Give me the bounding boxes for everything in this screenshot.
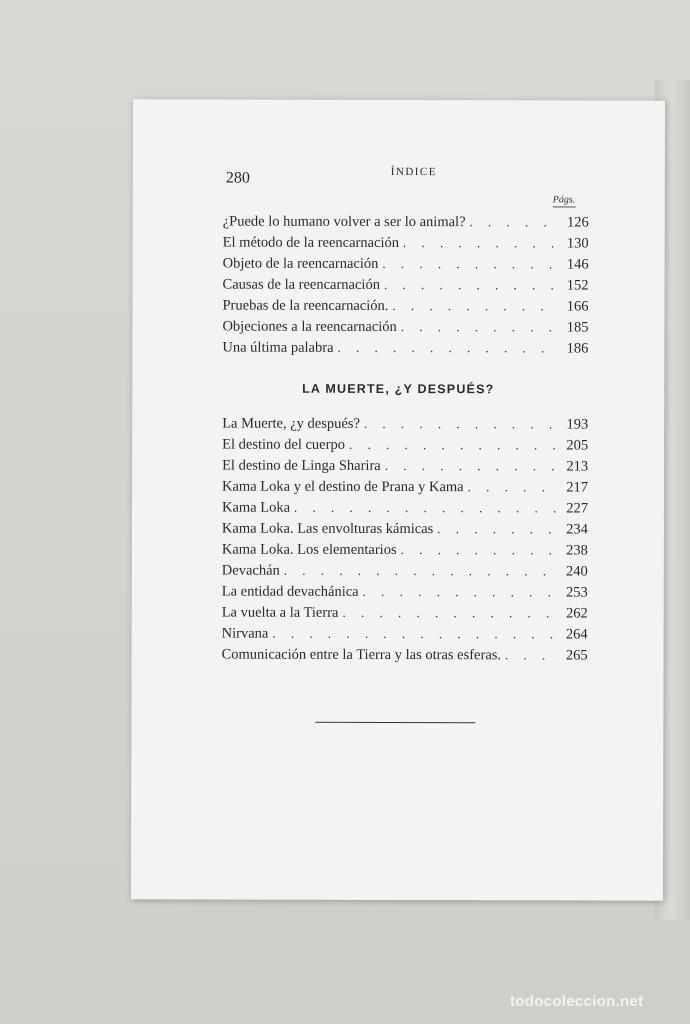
toc-entry (222, 542, 588, 564)
toc-entry-page: 185 (566, 319, 589, 336)
toc-entry (223, 214, 589, 236)
toc-list (222, 214, 588, 362)
toc-entry (222, 479, 588, 501)
dot-leader (294, 500, 556, 517)
toc-entry-title: Una última palabra (222, 339, 334, 356)
toc-entry-title: Causas de la reencarnación (222, 276, 380, 293)
toc-entry-page: 205 (566, 437, 589, 454)
toc-entry (222, 500, 588, 522)
toc-entry-title: Devachán (221, 562, 280, 579)
page-number: 280 (225, 169, 250, 187)
toc-list (222, 416, 589, 669)
toc-entry (222, 584, 588, 606)
dot-leader (272, 626, 555, 643)
dot-leader (437, 521, 556, 537)
toc-entry (222, 605, 588, 627)
toc-entry-page: 217 (566, 479, 589, 496)
toc-entry-title: Kama Loka. Los elementarios (221, 541, 397, 558)
dot-leader (468, 479, 556, 495)
toc-entry-page: 130 (566, 235, 589, 252)
dot-leader (470, 214, 557, 230)
toc-entry-title: Objeciones a la reencarnación (222, 318, 397, 335)
toc-entry-page: 186 (566, 340, 589, 357)
toc-entry-title: Comunicación entre la Tierra y las otras esferas. (221, 646, 502, 664)
toc-entry-page: 265 (565, 647, 588, 664)
toc-entry-title: El destino del cuerpo (222, 436, 345, 453)
toc-entry (222, 416, 588, 438)
toc-entry-page: 253 (565, 584, 588, 601)
toc-entry (222, 563, 588, 585)
toc-entry-title: Kama Loka y el destino de Prana y Kama (222, 478, 464, 496)
watermark-text: todocoleccion.net (510, 993, 644, 1010)
toc-entry-title: Pruebas de la reencarnación. (222, 297, 389, 314)
toc-entry-page: 193 (566, 416, 589, 433)
toc-entry-title: El destino de Linga Sharira (222, 457, 381, 474)
book-page (131, 99, 665, 900)
dot-leader (349, 437, 556, 454)
toc-entry (223, 235, 589, 257)
dot-leader (342, 605, 555, 622)
toc-entry (222, 319, 588, 341)
toc-entry-page: 227 (566, 500, 588, 517)
dot-leader (338, 340, 557, 357)
toc-entry (222, 298, 588, 320)
dot-leader (505, 647, 556, 663)
toc-entry-page: 146 (566, 256, 589, 273)
toc-entry-page: 234 (566, 521, 588, 538)
watermark-logo (510, 993, 643, 1010)
toc-entry (222, 340, 588, 362)
toc-entry-page: 126 (566, 214, 589, 231)
dot-leader (385, 458, 556, 474)
toc-entry-title: La vuelta a la Tierra (221, 604, 339, 621)
dot-leader (382, 256, 556, 272)
toc-entry (222, 458, 588, 480)
toc-entry-title: Kama Loka (221, 499, 291, 516)
dot-leader (392, 298, 556, 314)
dot-leader (364, 416, 556, 433)
toc-entry-title: Objeto de la reencarnación (222, 255, 379, 272)
toc-entry-title: Kama Loka. Las envolturas kámicas (221, 520, 434, 538)
toc-entry-page: 264 (565, 626, 588, 643)
toc-entry (222, 437, 588, 459)
toc-entry-title: La entidad devachánica (221, 583, 359, 600)
toc-entry-page: 152 (566, 277, 589, 294)
toc-entry-title: El método de la reencarnación (222, 234, 400, 252)
toc-entry (222, 521, 588, 543)
toc-entry-title: ¿Puede lo humano volver a ser lo animal? (222, 213, 466, 231)
dot-leader (384, 277, 557, 293)
toc-entry-page: 166 (566, 298, 589, 315)
pages-column-label: Págs. (552, 194, 576, 206)
toc-entry (222, 647, 588, 669)
dot-leader (284, 563, 556, 580)
toc-entry (223, 277, 589, 299)
toc-entry-page: 238 (566, 542, 588, 559)
dot-leader (363, 584, 556, 601)
running-head: ÍNDICE (390, 165, 438, 179)
page-header (133, 163, 665, 187)
toc-entry-page: 240 (566, 563, 588, 580)
section-heading: LA MUERTE, ¿Y DESPUÉS? (302, 381, 495, 397)
dot-leader (401, 542, 556, 558)
toc-entry-title: Nirvana (221, 625, 269, 642)
dot-leader (403, 235, 557, 251)
dot-leader (401, 319, 557, 335)
closing-rule (315, 722, 475, 723)
toc-entry (222, 626, 588, 648)
toc-entry-title: La Muerte, ¿y después? (222, 415, 360, 432)
toc-entry-page: 213 (566, 458, 589, 475)
toc-entry-page: 262 (565, 605, 588, 622)
toc-entry (223, 256, 589, 278)
